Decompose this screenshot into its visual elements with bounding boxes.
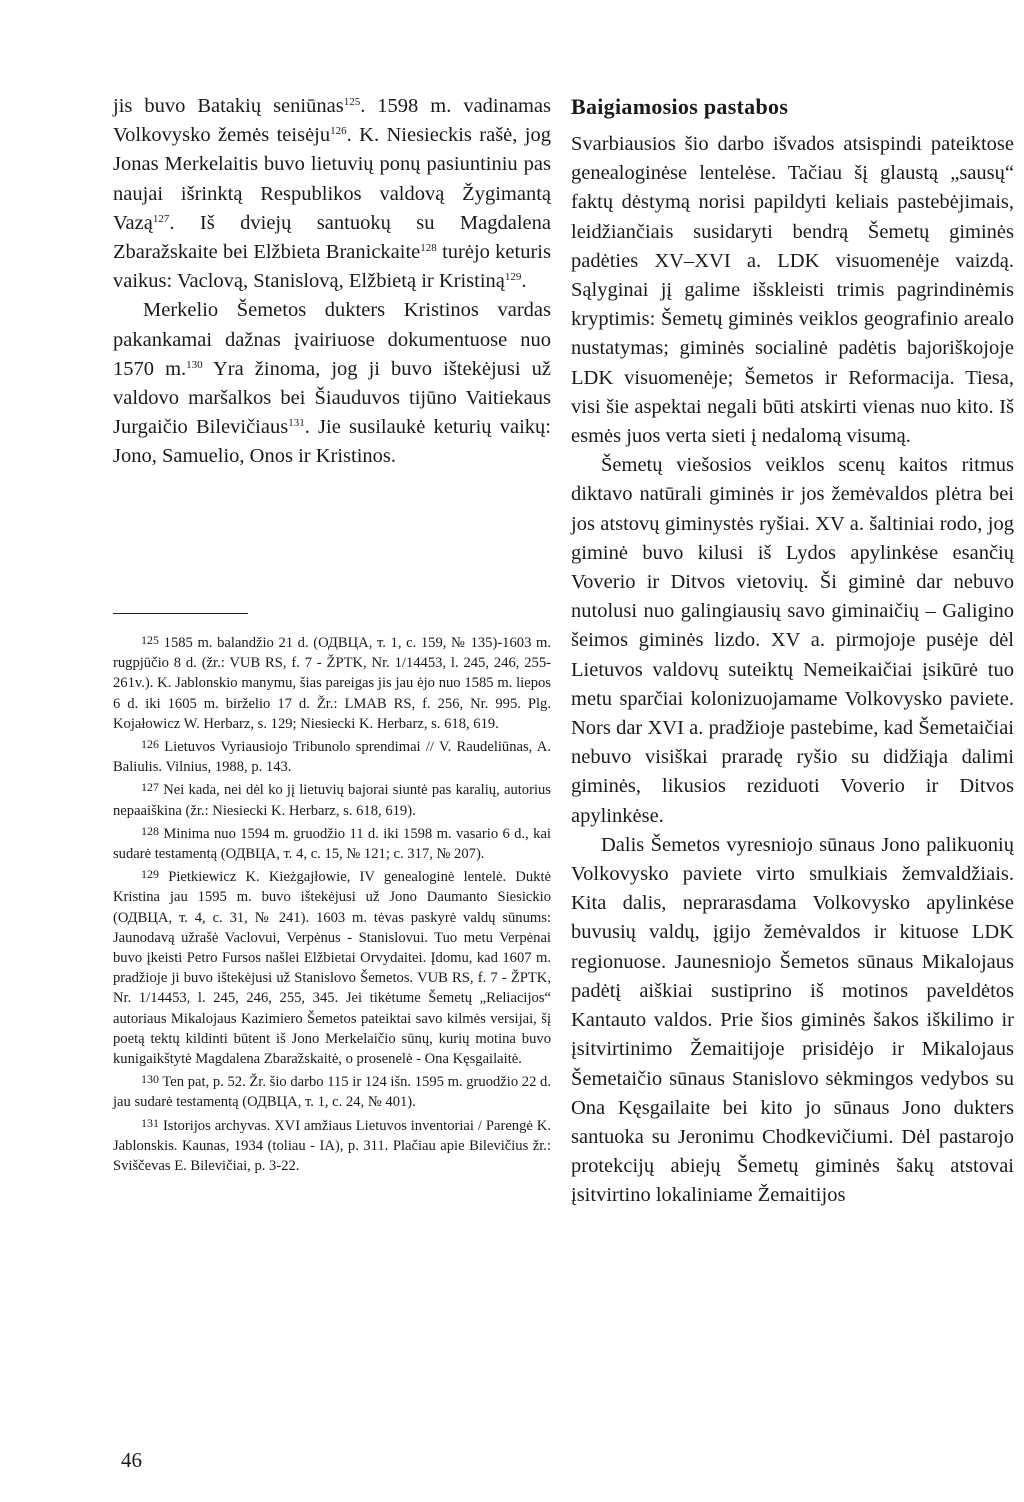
footnote-ref: 129 (504, 271, 522, 284)
text-run: . Iš dviejų santuokų su Magdalena Zbaražskaite bei Elžbieta Branickaite (113, 211, 551, 264)
footnote-text: Lietuvos Vyriausiojo Tribunolo sprendimai // V. Raudeliūnas, A. Baliulis. Vilnius, 1988, p. 143. (113, 739, 551, 776)
text-run: . (521, 270, 527, 293)
right-paragraph-2: Šemetų viešosios veiklos scenų kaitos ritmus diktavo natūrali giminės ir jos žemėvaldos plėtra bei jos atstovų giminystės ryšiai. XV a. šaltiniai rodo, jog giminė buvo kilusi iš Lydos apylinkėse esančių Voverio ir Ditvos vietovių. Ši giminė dar nebuvo nutolusi nuo galingiausių savo giminaičių – Galigino šeimos giminės lizdo. XV a. pirmojoje pusėje dėl Lietuvos valdovų suteiktų Nemeikaičiai įsikūrė tuo metu sparčiai kolonizuojamame Volkovysko paviete. Nors dar XVI a. pradžioje pastebime, kad Šemetaičiai nebuvo visiškai praradę ryšio su didžiąja dalimi giminės, likusios reziduoti Voverio ir Ditvos apylinkėse. (571, 454, 1014, 827)
footnote-ref: 130 (186, 358, 203, 371)
footnote (113, 734, 551, 777)
footnote (113, 630, 551, 734)
footnote (113, 1113, 551, 1177)
left-paragraph-1 (113, 92, 551, 296)
footnote (113, 864, 551, 1069)
footnote (113, 821, 551, 864)
footnote-text: Nei kada, nei dėl ko jį lietuvių bajorai siuntė pas karalių, autorius nepaaiškina (žr.: Niesiecki K. Herbarz, s. 618, 619). (113, 782, 551, 819)
footnote (113, 777, 551, 820)
footnote (113, 1069, 551, 1112)
footnote-ref: 125 (343, 96, 361, 108)
footnote-number: 125 (141, 633, 159, 647)
text-run: turėjo keturis vaikus: Vaclovą, Stanislovą, Elžbietą ir Kristiną (113, 241, 551, 293)
page-number: 46 (121, 1448, 142, 1472)
text-run: . Jie susilaukė keturių vaikų: Jono, Samuelio, Onos ir Kristinos. (113, 416, 551, 468)
footnote-text: Pietkiewicz K. Kieżgajłowie, IV genealoginė lentelė. Duktė Kristina jau 1595 m. buvo ištekėjusi už Jono Daumanto Siesickio (ОДВЦА, т. 4, c. 31, № 241). 1603 m. tėvas paskyrė valdų sūnums: Jaunodavą užrašė Vaclovui, Verpėnus - Stanislovui. Tuo metu Verpėnai buvo įkeisti Petro Fursos našlei Elžbietai Orvydaitei. Įdomu, kad 1607 m. pradžioje ji buvo ištekėjusi už Stanislovo Šemetos. VUB RS, f. 7 - ŽPTK, Nr. 1/14453, l. 245, 246, 255, 345. Jei tikėtume Šemetų „Reliacijos“ autoriaus Mikalojaus Kazimiero Šemetos pateiktai savo kilmės versijai, šį poetą tektų kildinti būtent iš Jono Merkelaičio sūnų, kurių motina buvo kunigaikštytė Magdalena Zbaražskaitė, o prosenelė - Ona Kęsgailaitė. (113, 869, 552, 1068)
footnote-separator (113, 613, 248, 614)
footnote-text: Ten pat, p. 52. Žr. šio darbo 115 ir 124 išn. 1595 m. gruodžio 22 d. jau sudarė testamentą (ОДВЦА, т. 1, c. 24, № 401). (113, 1074, 551, 1111)
left-paragraph-2 (113, 296, 551, 471)
text-run: jis buvo Batakių seniūnas (113, 95, 344, 117)
left-column (113, 92, 551, 472)
text-run: Merkelio Šemetos dukters Kristinos vardas pakankamai dažnas įvairiuose dokumentuose nuo 1570 m. (113, 299, 551, 380)
footnote-ref: 126 (330, 125, 347, 138)
right-paragraph-1: Svarbiausios šio darbo išvados atsispindi pateiktose genealoginėse lentelėse. Tačiau šį glaustą „sausų“ faktų dėstymą norisi papildyti keliais pastebėjimais, leidžiančiais susidaryti bendrą Šemetų giminės padėties XV–XVI a. LDK visuomenėje vaizdą. Sąlyginai jį galime išskleisti trimis pagrindinėmis kryptimis: Šemetų giminės veiklos geografinio arealo nustatymas; giminės socialinė padėtis bajoriškojoje LDK visuomenėje; Šemetos ir Reformacija. Tiesa, visi šie aspektai negali būti atskirti vienas nuo kito. Iš esmės juos verta sieti į nedalomą visumą. (571, 133, 1014, 448)
text-run: . 1598 m. vadinamas Volkovysko žemės teisėju (113, 95, 551, 147)
footnote-ref: 127 (152, 212, 170, 225)
footnote-number: 126 (141, 737, 159, 752)
text-run: . K. Niesieckis rašė, jog Jonas Merkelaitis buvo lietuvių ponų pasiuntiniu pas naujai išrinktą Respublikos valdovą Žygimantą Vazą (113, 124, 551, 234)
text-run: Yra žinoma, jog ji buvo ištekėjusi už valdovo maršalkos bei Šiauduvos tijūno Vaitiekaus Jurgaičio Bilevičiaus (113, 357, 551, 439)
footnote-number: 130 (141, 1072, 159, 1087)
footnote-ref: 131 (288, 417, 305, 430)
footnote-number: 131 (141, 1115, 159, 1130)
right-paragraph-3: Dalis Šemetos vyresniojo sūnaus Jono palikuonių Volkovysko paviete virto smulkiais žemvaldžiais. Kita dalis, neprarasdama Volkovysko apylinkėse buvusių valdų, įgijo žemėvaldos ir kituose LDK regionuose. Jaunesniojo Šemetos sūnaus Mikalojaus padėtį aiškiai sustiprino iš motinos paveldėtos Kantauto valdos. Prie šios giminės šakos iškilimo ir įsitvirtinimo Žemaitijoje prisidėjo ir Mikalojaus Šemetaičio sūnaus Stanislovo sėkmingos vedybos su Ona Kęsgailaite bei kito jo sūnaus Jono dukters santuoka su Jeronimu Chodkevičiumi. Dėl pastarojo protekcijų abiejų Šemetų giminės šakų atstovai įsitvirtino lokaliniame Žemaitijos (571, 833, 1014, 1207)
footnote-number: 127 (141, 780, 159, 795)
right-column (571, 92, 1014, 1211)
footnote-text: Minima nuo 1594 m. gruodžio 11 d. iki 1598 m. vasario 6 d., kai sudarė testamentą (ОДВЦА, т. 4, c. 15, № 121; c. 317, № 207). (113, 825, 551, 863)
footnote-number: 129 (141, 867, 159, 882)
footnote-text: Istorijos archyvas. XVI amžiaus Lietuvos inventoriai / Parengė K. Jablonskis. Kaunas, 1934 (toliau - IA), p. 311. Plačiau apie Bilevičius žr.: Sviščevas E. Bilevičiai, p. 3-22. (113, 1117, 551, 1175)
footnote-number: 128 (141, 823, 159, 838)
section-heading: Baigiamosios pastabos (571, 94, 789, 119)
footnote-text: 1585 m. balandžio 21 d. (ОДВЦА, т. 1, c. 159, № 135)-1603 m. rugpjūčio 8 d. (žr.: VUB RS, f. 7 - ŽPTK, Nr. 1/14453, l. 245, 246, 255-261v.). K. Jablonskio manymu, šias pareigas jis jau ėjo nuo 1585 m. liepos 6 d. iki 1605 m. birželio 17 d. Žr.: LMAB RS, f. 256, Nr. 995. Plg. Kojałowicz W. Herbarz, s. 129; Niesiecki K. Herbarz, s. 618, 619. (113, 635, 551, 732)
footnote-ref: 128 (420, 242, 437, 255)
footnotes (113, 630, 551, 1176)
